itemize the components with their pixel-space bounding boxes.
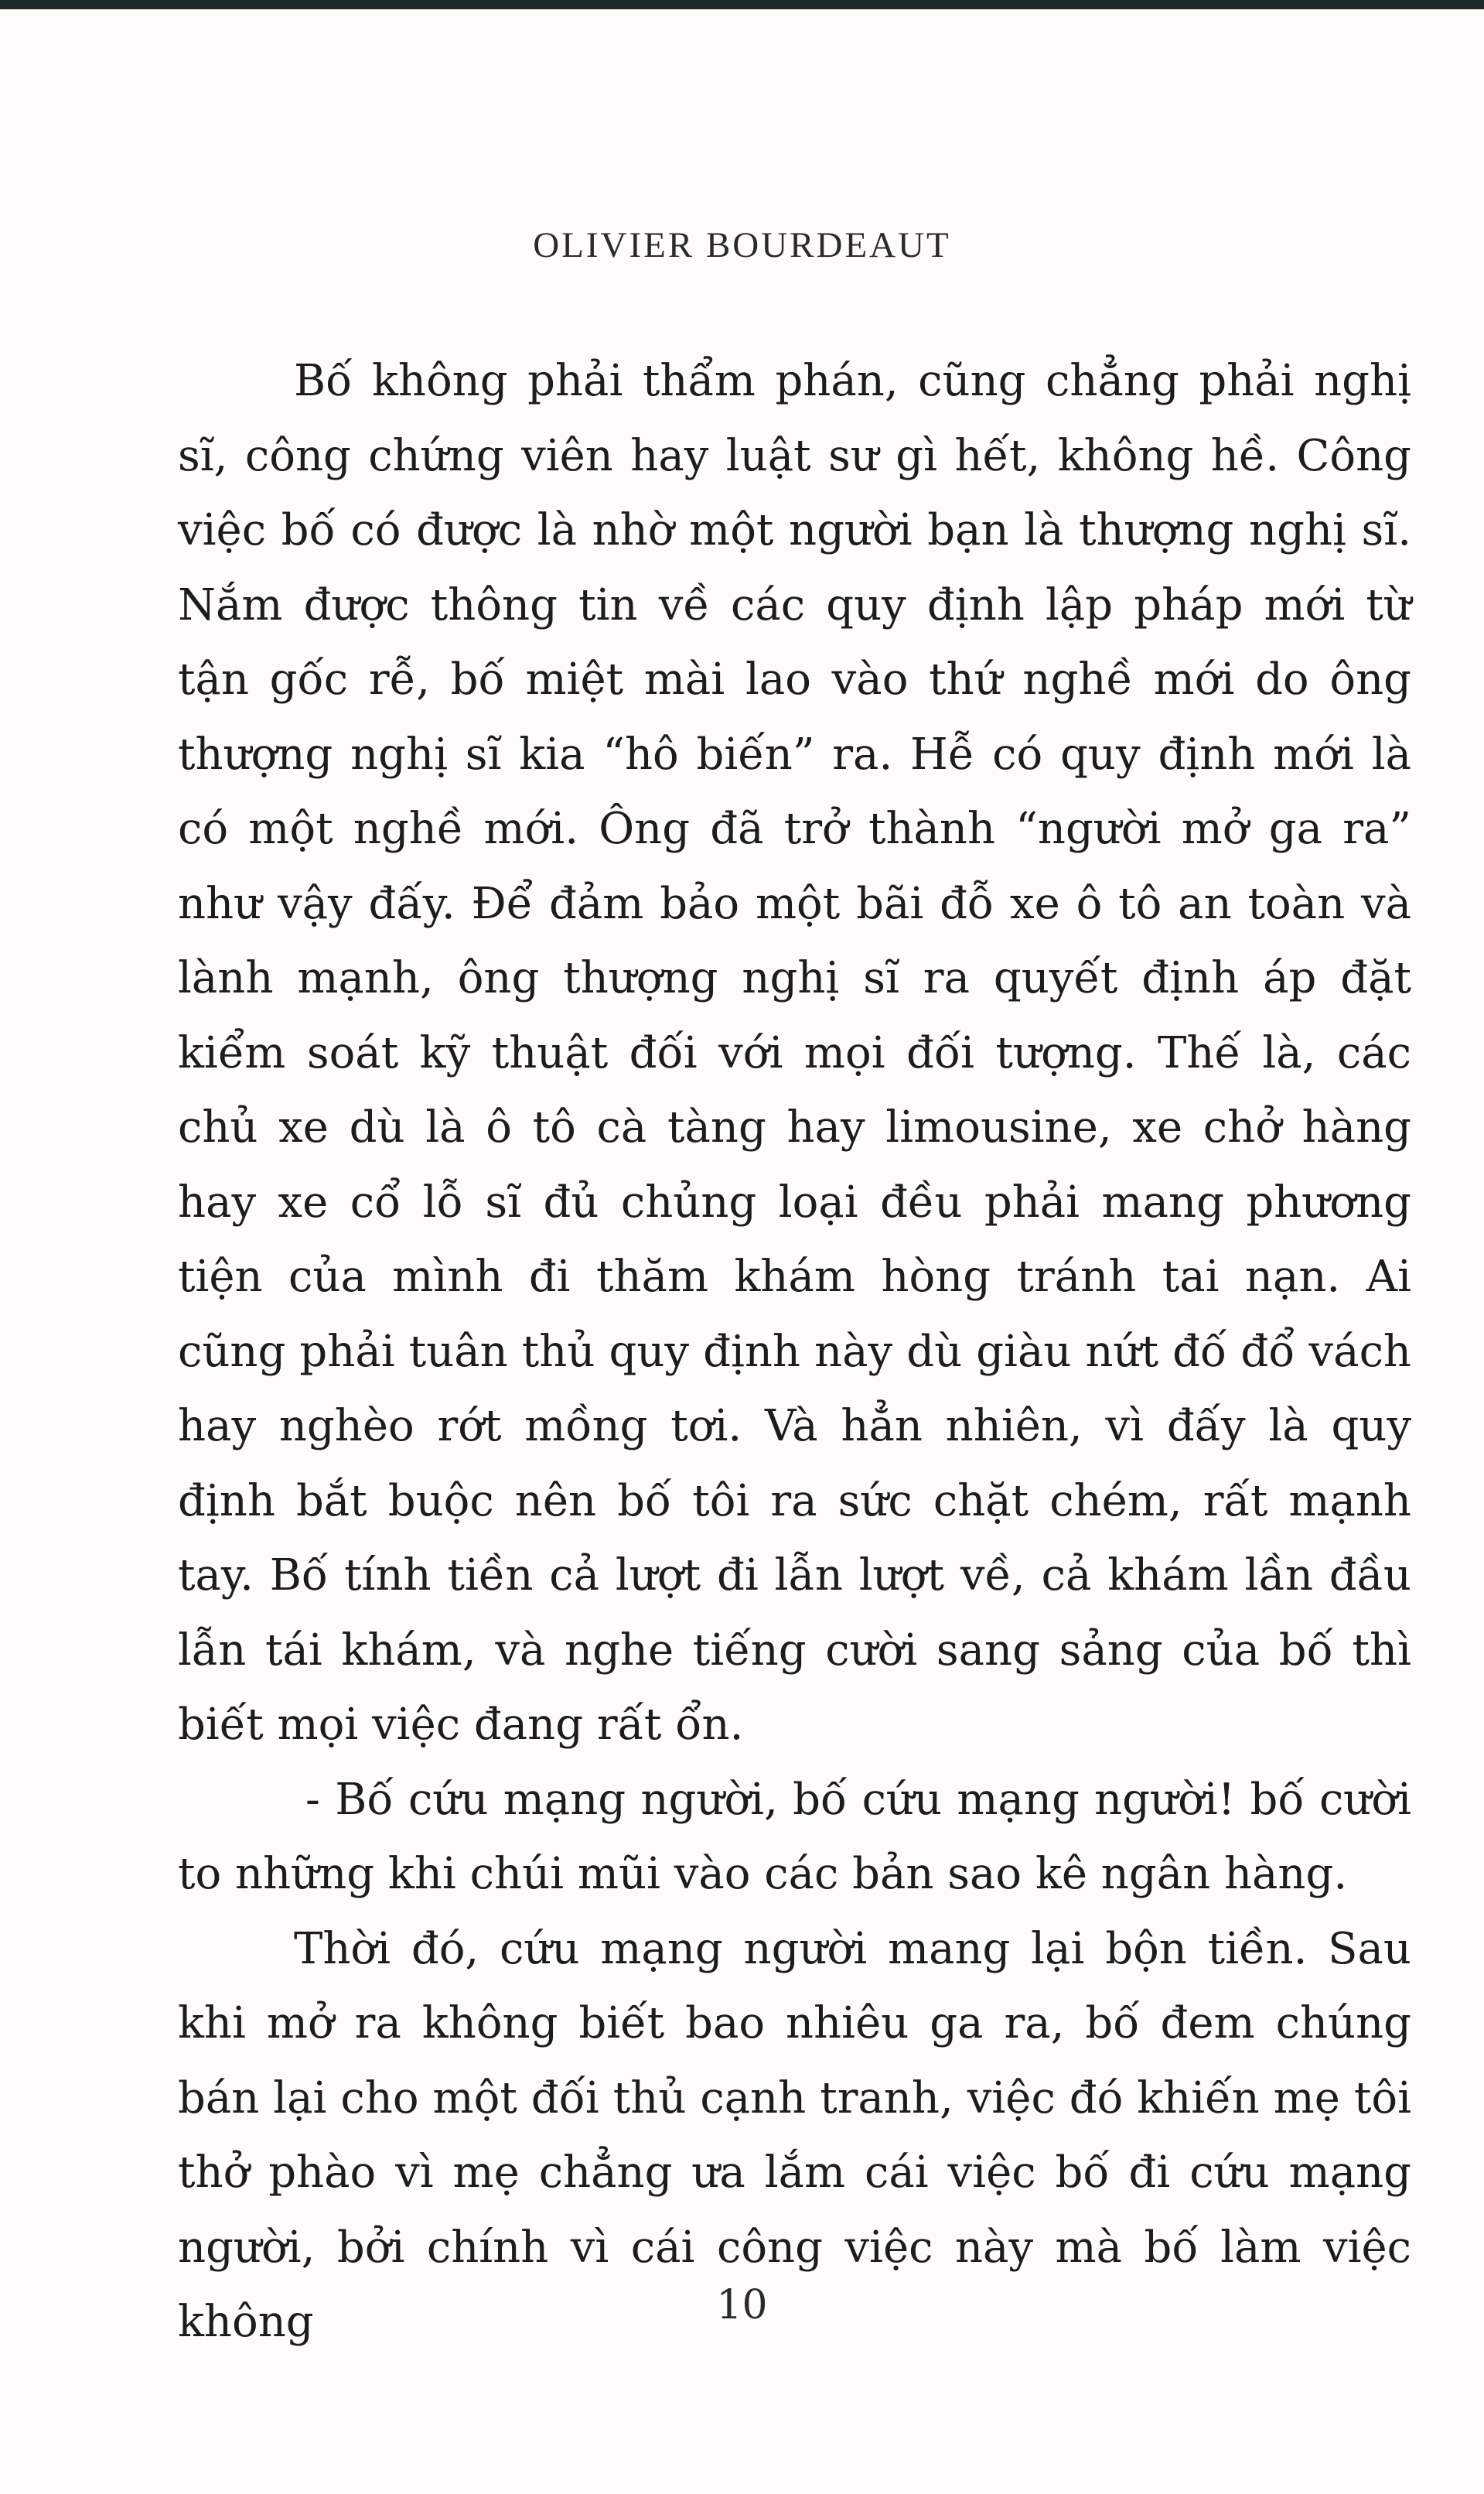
page-number: 10 xyxy=(716,2282,768,2328)
top-edge-rule xyxy=(0,0,1484,9)
paragraph: Bố không phải thẩm phán, cũng chẳng phải nghị sĩ, công chứng viên hay luật sư gì hết, không hề. Công việc bố có được là nhờ một người bạn là thượng nghị sĩ. Nắm được thông tin về các quy định lập pháp mới từ tận gốc rễ, bố miệt mài lao vào thứ nghề mới do ông thượng nghị sĩ kia “hô biến” ra. Hễ có quy định mới là có một nghề mới. Ông đã trở thành “người mở ga ra” như vậy đấy. Để đảm bảo một bãi đỗ xe ô tô an toàn và lành mạnh, ông thượng nghị sĩ ra quyết định áp đặt kiểm soát kỹ thuật đối với mọi đối tượng. Thế là, các chủ xe dù là ô tô cà tàng hay limousine, xe chở hàng hay xe cổ lỗ sĩ đủ chủng loại đều phải mang phương tiện của mình đi thăm khám hòng tránh tai nạn. Ai cũng phải tuân thủ quy định này dù giàu nứt đố đổ vách hay nghèo rớt mồng tơi. Và hẳn nhiên, vì đấy là quy định bắt buộc nên bố tôi ra sức chặt chém, rất mạnh tay. Bố tính tiền cả lượt đi lẫn lượt về, cả khám lần đầu lẫn tái khám, và nghe tiếng cười sang sảng của bố thì biết mọi việc đang rất ổn. xyxy=(178,356,1411,1750)
running-header-author: OLIVIER BOURDEAUT xyxy=(533,225,951,265)
body-text xyxy=(178,344,1411,2360)
paragraph: Thời đó, cứu mạng người mang lại bộn tiền. Sau khi mở ra không biết bao nhiêu ga ra, bố đem chúng bán lại cho một đối thủ cạnh tranh, việc đó khiến mẹ tôi thở phào vì mẹ chẳng ưa lắm cái việc bố đi cứu mạng người, bởi chính vì cái công việc này mà bố làm việc không xyxy=(178,1923,1411,2347)
paragraph-dialogue: - Bố cứu mạng người, bố cứu mạng người! bố cười to những khi chúi mũi vào các bản sao kê ngân hàng. xyxy=(178,1774,1411,1899)
